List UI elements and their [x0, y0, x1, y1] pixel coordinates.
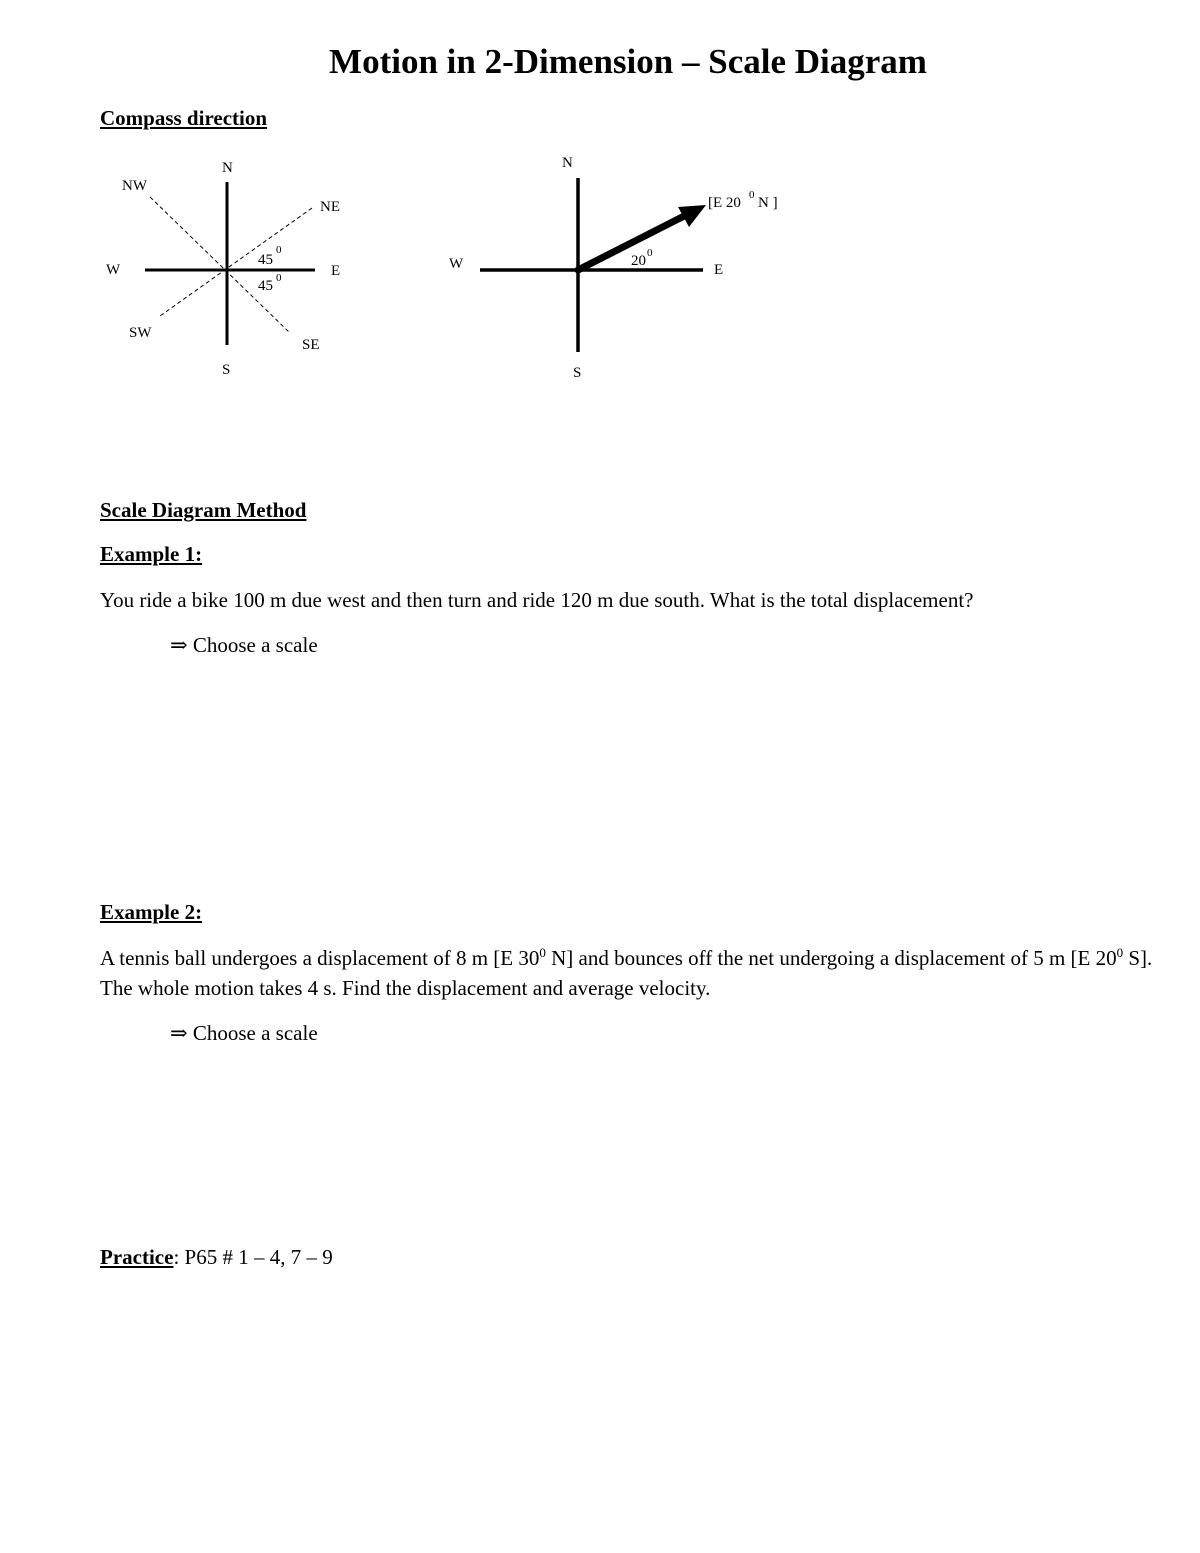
compass-rose-diagram — [0, 140, 420, 390]
label-se: SE — [302, 337, 320, 353]
label-s: S — [573, 365, 582, 381]
compass-direction-heading: Compass direction — [100, 106, 268, 130]
scale-diagram-method-heading: Scale Diagram Method — [100, 498, 307, 522]
practice-label: Practice — [100, 1245, 174, 1269]
example-1-text: You ride a bike 100 m due west and then turn and ride 120 m due south. What is the total displacement? — [100, 588, 974, 612]
practice-text: : P65 # 1 – 4, 7 – 9 — [173, 1245, 333, 1269]
degree-sup-a: 0 — [539, 945, 546, 960]
bearing-diagram — [440, 140, 800, 390]
label-n: N — [562, 155, 573, 171]
bearing-label-open: [E 20 — [708, 195, 741, 211]
example-2-heading: Example 2: — [100, 900, 203, 924]
example-2-text-part-b: N] and bounces off the net undergoing a displacement of 5 m [E 20 — [545, 946, 1117, 970]
implies-arrow: ⇒ — [170, 633, 188, 657]
angle-lower-label: 45 — [258, 278, 273, 294]
label-e: E — [714, 262, 724, 278]
example-2-text-part-a: A tennis ball undergoes a displacement of 8 m [E 30 — [100, 946, 540, 970]
angle-upper-label: 45 — [258, 252, 273, 268]
example-2-step — [170, 1018, 318, 1048]
label-s: S — [222, 362, 231, 378]
label-w: W — [106, 262, 121, 278]
angle-lower-degree: 0 — [276, 272, 282, 284]
practice-line — [100, 1242, 333, 1272]
label-e: E — [331, 263, 341, 279]
example-2-text-part-c: S]. The whole motion takes 4 s. Find the displacement and average velocity. — [100, 946, 1153, 1000]
ne-sw-diagonal — [160, 208, 312, 316]
label-w: W — [449, 256, 464, 272]
angle-degree: 0 — [647, 247, 653, 259]
label-ne: NE — [320, 199, 340, 215]
implies-arrow: ⇒ — [170, 1021, 188, 1045]
step-text: Choose a scale — [192, 1021, 318, 1045]
label-nw: NW — [122, 178, 147, 194]
label-n: N — [222, 160, 233, 176]
label-sw: SW — [129, 325, 152, 341]
example-1-step — [170, 630, 318, 660]
angle-label: 20 — [631, 253, 646, 269]
page-title: Motion in 2-Dimension – Scale Diagram — [329, 42, 927, 81]
example-1-heading: Example 1: — [100, 542, 203, 566]
example-2-text — [100, 943, 1160, 1003]
step-text: Choose a scale — [192, 633, 318, 657]
bearing-degree: 0 — [749, 189, 755, 201]
degree-sup-b: 0 — [1116, 945, 1124, 960]
bearing-label-close: N ] — [758, 195, 778, 211]
angle-upper-degree: 0 — [276, 244, 282, 256]
